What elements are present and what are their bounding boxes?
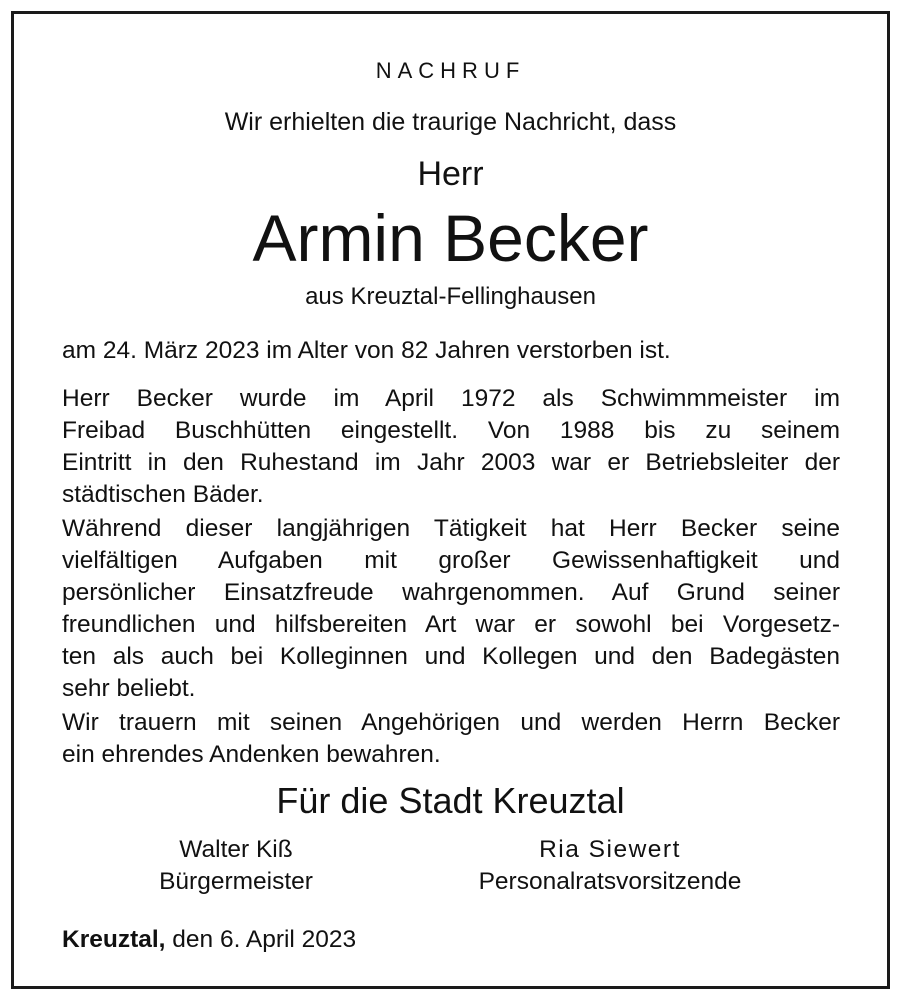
signatory-name: Ria Siewert [539,836,681,863]
deceased-name: Armin Becker [252,201,649,275]
paragraph-line: freundlichen und hilfsbereiten Art war er sowohl bei Vorgesetz- [62,611,840,638]
signatory-role: Bürgermeister [159,868,313,895]
place-date [62,926,840,954]
salutation: Herr [417,155,484,193]
signatory-name: Walter Kiß [179,836,293,863]
date: den 6. April 2023 [165,926,357,953]
paragraph-line: städtischen Bäder. [62,481,264,508]
paragraph-line: sehr beliebt. [62,675,196,702]
notice-heading: NACHRUF [375,58,526,83]
paragraph-line: ten als auch bei Kolleginnen und Kollegen und den Badegästen [62,643,840,670]
paragraph-line: vielfältigen Aufgaben mit großer Gewissenhaftigkeit und [62,547,840,574]
intro-text: Wir erhielten die traurige Nachricht, dass [224,108,677,136]
paragraph-line: persönlicher Einsatzfreude wahrgenommen. Auf Grund seiner [62,579,840,606]
paragraph-line: Herr Becker wurde im April 1972 als Schwimmmeister im [62,385,840,412]
paragraph-line: Während dieser langjährigen Tätigkeit hat Herr Becker seine [62,515,840,542]
paragraph-line: ein ehrendes Andenken bewahren. [62,741,441,768]
signatory-role: Personalratsvorsitzende [478,868,742,895]
deceased-origin: aus Kreuztal-Fellinghausen [305,283,596,310]
place: Kreuztal, [62,926,166,953]
death-line: am 24. März 2023 im Alter von 82 Jahren verstorben ist. [62,337,671,364]
paragraph-line: Eintritt in den Ruhestand im Jahr 2003 war er Betriebsleiter der [62,449,840,476]
signatory-organization: Für die Stadt Kreuztal [276,780,625,821]
paragraph-line: Wir trauern mit seinen Angehörigen und werden Herrn Becker [62,709,840,736]
paragraph-line: Freibad Buschhütten eingestellt. Von 1988 bis zu seinem [62,417,840,444]
